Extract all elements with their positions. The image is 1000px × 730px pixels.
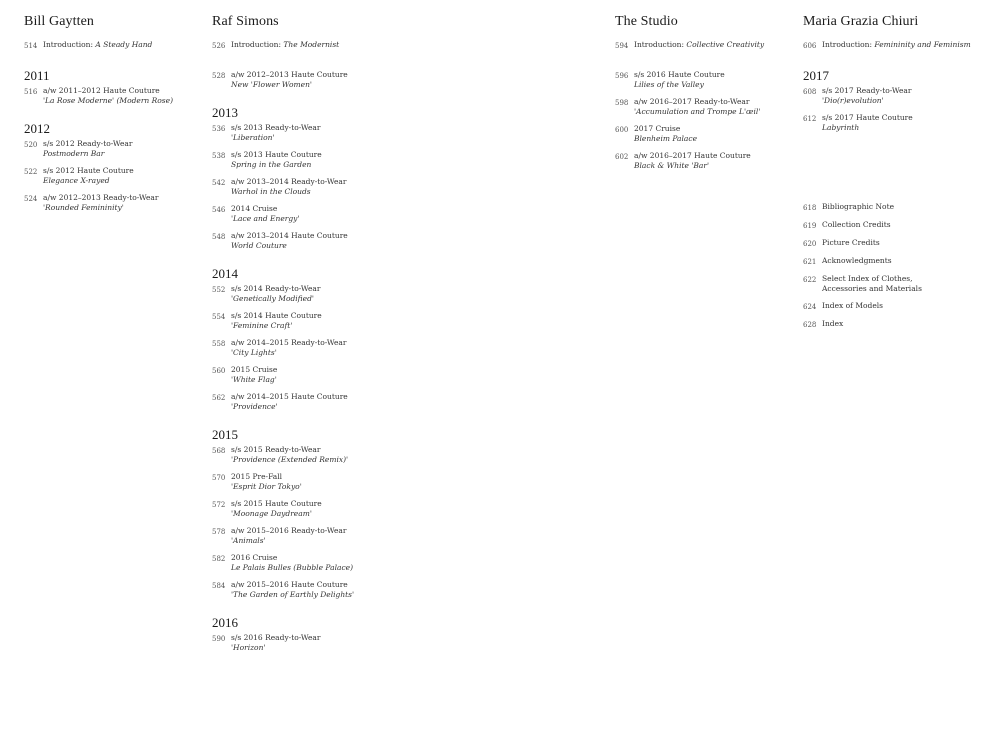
entry-subtitle: 'Providence (Extended Remix)': [231, 455, 349, 464]
page-number: 621: [803, 258, 817, 266]
entry-subtitle: 'Accumulation and Trompe L'œil': [634, 107, 761, 116]
toc-entry: [212, 580, 382, 607]
entry-subtitle: Spring in the Garden: [231, 160, 312, 169]
page-number: 590: [212, 635, 226, 643]
entry-text: [634, 70, 725, 97]
entry-subtitle: Le Palais Bulles (Bubble Palace): [231, 563, 354, 572]
page-number: 520: [24, 141, 38, 149]
entry-label: s/s 2017 Ready-to-Wear: [822, 86, 912, 95]
column-the-studio: [615, 14, 785, 178]
page-number: 558: [212, 340, 226, 348]
page-number: 526: [212, 42, 226, 50]
toc-entry: [212, 365, 382, 392]
page-number: 584: [212, 582, 226, 590]
entry-subtitle: A Steady Hand: [95, 40, 153, 49]
entry-label: a/w 2012–2013 Haute Couture: [231, 70, 348, 79]
page-number: 546: [212, 206, 226, 214]
entry-label: s/s 2016 Ready-to-Wear: [231, 633, 321, 642]
entry-subtitle: Lilies of the Valley: [634, 80, 704, 89]
page-number: 624: [803, 303, 817, 311]
entry-subtitle: 'Liberation': [231, 133, 275, 142]
page-number: 568: [212, 447, 226, 455]
entry-text: [231, 445, 348, 472]
year-heading: 2015: [212, 427, 238, 442]
entry-text: [231, 123, 320, 150]
entry-text: [43, 193, 159, 220]
toc-entry: [212, 311, 382, 338]
spacer: [615, 60, 785, 70]
page-number: 598: [615, 99, 629, 107]
entry-subtitle: Femininity and Feminism: [874, 40, 971, 49]
page-number: 600: [615, 126, 629, 134]
page-number: 612: [803, 115, 817, 123]
page-number: 582: [212, 555, 226, 563]
toc-entry: [212, 150, 382, 177]
page-number: 548: [212, 233, 226, 241]
entry-label-cont: Accessories and Materials: [822, 284, 922, 293]
entry-subtitle: The Modernist: [283, 40, 340, 49]
toc-entry: [615, 70, 785, 97]
entry-label: 2016 Cruise: [231, 553, 278, 562]
entry-text: [822, 256, 892, 274]
entry-label: Picture Credits: [822, 238, 880, 247]
year-heading: 2014: [212, 266, 238, 281]
entry-text: [231, 338, 347, 365]
back-matter-item: [803, 319, 983, 337]
entry-label: s/s 2017 Haute Couture: [822, 113, 913, 122]
page-number: 578: [212, 528, 226, 536]
page-number: 522: [24, 168, 38, 176]
entry-text: [43, 40, 152, 60]
entry-label: Index: [822, 319, 844, 328]
entry-text: [231, 526, 347, 553]
entry-text: [231, 392, 348, 419]
page-number: 622: [803, 276, 817, 284]
back-matter-item: [803, 274, 983, 301]
toc-entry: [803, 86, 983, 113]
section-title: Maria Grazia Chiuri: [803, 14, 919, 29]
entry-label: a/w 2011–2012 Haute Couture: [43, 86, 160, 95]
toc-entry: [212, 445, 382, 472]
page-number: 538: [212, 152, 226, 160]
page-number: 570: [212, 474, 226, 482]
year-heading: 2011: [24, 68, 50, 83]
entry-label: a/w 2012–2013 Ready-to-Wear: [43, 193, 159, 202]
toc-entry: [212, 204, 382, 231]
section-title: The Studio: [615, 14, 678, 29]
entry-label: Select Index of Clothes,: [822, 274, 913, 283]
entry-text: [822, 40, 971, 60]
page-number: 619: [803, 222, 817, 230]
year-heading: 2013: [212, 105, 238, 120]
entry-subtitle: 'Moonage Daydream': [231, 509, 312, 518]
entry-label: a/w 2016–2017 Haute Couture: [634, 151, 751, 160]
back-matter-item: [803, 202, 983, 220]
entry-subtitle: 'Esprit Dior Tokyo': [231, 482, 302, 491]
entry-label: s/s 2013 Haute Couture: [231, 150, 322, 159]
toc-entry: [212, 231, 382, 258]
toc-entry: [24, 166, 194, 193]
toc-entry: [212, 123, 382, 150]
toc-entry: [212, 40, 382, 60]
entry-label: a/w 2015–2016 Ready-to-Wear: [231, 526, 347, 535]
entry-subtitle: Blenheim Palace: [634, 134, 698, 143]
page-number: 536: [212, 125, 226, 133]
entry-text: [822, 220, 891, 238]
entry-label: a/w 2013–2014 Ready-to-Wear: [231, 177, 347, 186]
entry-text: [231, 633, 320, 660]
entry-text: [822, 301, 883, 319]
entry-text: [231, 580, 354, 607]
entry-subtitle: 'City Lights': [231, 348, 277, 357]
entry-subtitle: World Couture: [231, 241, 287, 250]
entry-subtitle: 'Animals': [231, 536, 266, 545]
entry-label: Acknowledgments: [822, 256, 892, 265]
entry-label: a/w 2014–2015 Ready-to-Wear: [231, 338, 347, 347]
entry-subtitle: 'Dio(r)evolution': [822, 96, 884, 105]
page-number: 594: [615, 42, 629, 50]
toc-entry: [212, 526, 382, 553]
toc-entry: [24, 40, 194, 60]
entry-subtitle: Black & White 'Bar': [634, 161, 710, 170]
entry-subtitle: Elegance X-rayed: [43, 176, 110, 185]
back-matter-list: [803, 202, 983, 337]
entry-text: [231, 365, 277, 392]
page-number: 528: [212, 72, 226, 80]
entry-label: 2015 Pre-Fall: [231, 472, 283, 481]
entry-text: [231, 204, 299, 231]
entry-label: Collection Credits: [822, 220, 891, 229]
page-number: 628: [803, 321, 817, 329]
entry-text: [231, 284, 320, 311]
entry-subtitle: Postmodern Bar: [43, 149, 105, 158]
entry-label: a/w 2013–2014 Haute Couture: [231, 231, 348, 240]
entry-subtitle: New 'Flower Women': [231, 80, 312, 89]
entry-text: [231, 70, 348, 97]
entry-text: [43, 86, 173, 113]
entry-label: 2014 Cruise: [231, 204, 278, 213]
spacer: [212, 60, 382, 70]
entry-subtitle: 'Providence': [231, 402, 278, 411]
entry-text: [231, 40, 339, 60]
year-heading: 2012: [24, 121, 50, 136]
entry-text: [822, 238, 880, 256]
page-number: 524: [24, 195, 38, 203]
toc-entry: [212, 70, 382, 97]
toc-entry: [212, 392, 382, 419]
toc-entry: [803, 40, 983, 60]
entry-text: [822, 86, 911, 113]
entry-subtitle: 'La Rose Moderne' (Modern Rose): [43, 96, 174, 105]
entry-label: s/s 2015 Haute Couture: [231, 499, 322, 508]
toc-entry: [212, 284, 382, 311]
column-bill-gaytten: [24, 14, 194, 220]
entry-text: [822, 319, 843, 337]
toc-entry: [212, 499, 382, 526]
page-number: 618: [803, 204, 817, 212]
entry-label: a/w 2014–2015 Haute Couture: [231, 392, 348, 401]
entry-text: [634, 124, 697, 151]
back-matter-item: [803, 238, 983, 256]
entry-subtitle: 'Lace and Energy': [231, 214, 300, 223]
entry-text: [822, 202, 894, 220]
entry-text: [231, 150, 322, 177]
section-title: Raf Simons: [212, 14, 279, 29]
entry-subtitle: 'Horizon': [231, 643, 266, 652]
page-number: 606: [803, 42, 817, 50]
toc-entry: [212, 553, 382, 580]
entry-label: s/s 2013 Ready-to-Wear: [231, 123, 321, 132]
column-maria-grazia-chiuri: [803, 14, 983, 140]
toc-entry: [212, 472, 382, 499]
toc-entry: [24, 139, 194, 166]
page-number: 552: [212, 286, 226, 294]
entry-text: [634, 151, 751, 178]
entry-label: s/s 2012 Ready-to-Wear: [43, 139, 133, 148]
page-number: 596: [615, 72, 629, 80]
page-number: 560: [212, 367, 226, 375]
entry-label: Index of Models: [822, 301, 884, 310]
toc-entry: [212, 633, 382, 660]
entry-text: [231, 231, 348, 258]
page-number: 620: [803, 240, 817, 248]
entry-text: [822, 274, 922, 301]
entry-label: 2017 Cruise: [634, 124, 681, 133]
back-matter-item: [803, 220, 983, 238]
entry-label: s/s 2014 Ready-to-Wear: [231, 284, 321, 293]
year-heading: 2016: [212, 615, 238, 630]
back-matter-item: [803, 301, 983, 319]
entry-label: Introduction:: [231, 40, 282, 49]
toc-entry: [803, 113, 983, 140]
entry-subtitle: Collective Creativity: [686, 40, 765, 49]
back-matter-item: [803, 256, 983, 274]
entry-text: [822, 113, 913, 140]
toc-entry: [24, 86, 194, 113]
section-title: Bill Gaytten: [24, 14, 95, 29]
toc-entry: [212, 177, 382, 204]
toc-entry: [24, 193, 194, 220]
entry-label: s/s 2015 Ready-to-Wear: [231, 445, 321, 454]
entry-subtitle: 'The Garden of Earthly Delights': [231, 590, 355, 599]
entry-label: a/w 2015–2016 Haute Couture: [231, 580, 348, 589]
entry-label: Introduction:: [822, 40, 873, 49]
toc-entry: [212, 338, 382, 365]
entry-label: a/w 2016–2017 Ready-to-Wear: [634, 97, 750, 106]
year-heading: 2017: [803, 68, 829, 83]
entry-text: [231, 177, 347, 204]
entry-subtitle: Labyrinth: [822, 123, 860, 132]
entry-text: [634, 40, 764, 60]
entry-subtitle: Warhol in the Clouds: [231, 187, 311, 196]
entry-text: [43, 139, 132, 166]
page-number: 554: [212, 313, 226, 321]
entry-label: 2015 Cruise: [231, 365, 278, 374]
page-number: 514: [24, 42, 38, 50]
entry-text: [231, 553, 353, 580]
page-number: 608: [803, 88, 817, 96]
entry-label: s/s 2012 Haute Couture: [43, 166, 134, 175]
page-number: 516: [24, 88, 38, 96]
entry-label: Introduction:: [634, 40, 685, 49]
entry-label: Bibliographic Note: [822, 202, 895, 211]
entry-text: [231, 311, 322, 338]
toc-entry: [615, 124, 785, 151]
column-raf-simons: [212, 14, 382, 660]
entry-text: [43, 166, 134, 193]
entry-text: [634, 97, 760, 124]
entry-label: s/s 2016 Haute Couture: [634, 70, 725, 79]
page-number: 572: [212, 501, 226, 509]
page-number: 562: [212, 394, 226, 402]
toc-entry: [615, 151, 785, 178]
entry-subtitle: 'Feminine Craft': [231, 321, 293, 330]
entry-label: s/s 2014 Haute Couture: [231, 311, 322, 320]
page-number: 602: [615, 153, 629, 161]
entry-label: Introduction:: [43, 40, 94, 49]
entry-subtitle: 'Rounded Femininity': [43, 203, 124, 212]
entry-subtitle: 'White Flag': [231, 375, 277, 384]
toc-entry: [615, 40, 785, 60]
entry-text: [231, 499, 322, 526]
entry-text: [231, 472, 302, 499]
toc-entry: [615, 97, 785, 124]
entry-subtitle: 'Genetically Modified': [231, 294, 314, 303]
page-number: 542: [212, 179, 226, 187]
